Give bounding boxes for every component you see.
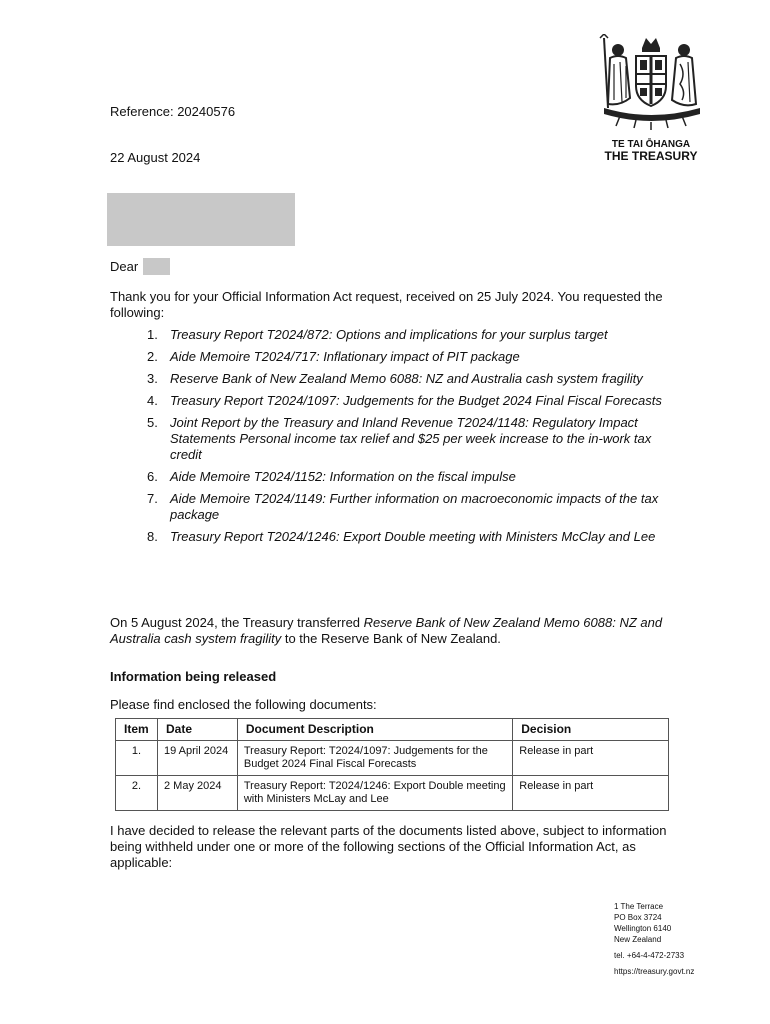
- footer-address: [614, 901, 694, 977]
- section-heading-release: Information being released: [110, 669, 277, 684]
- list-item: [110, 529, 670, 545]
- list-item-text: Treasury Report T2024/1097: Judgements for the Budget 2024 Final Fiscal Forecasts: [170, 393, 662, 408]
- list-item-number: 8.: [147, 529, 158, 544]
- list-item-text: Joint Report by the Treasury and Inland Revenue T2024/1148: Regulatory Impact Statements Personal income tax relief and $25 per week increase to the in-work tax credit: [170, 415, 652, 462]
- list-item-number: 1.: [147, 327, 158, 342]
- header-decision: Decision: [513, 719, 669, 741]
- table-header-row: [116, 719, 669, 741]
- list-item: [110, 349, 670, 365]
- salutation: [110, 258, 170, 275]
- cell-item: 2.: [116, 776, 158, 811]
- intro-paragraph: Thank you for your Official Information Act request, received on 25 July 2024. You requested the following:: [110, 289, 663, 320]
- table-row: [116, 776, 669, 811]
- list-item: [110, 415, 670, 463]
- header-date: Date: [157, 719, 237, 741]
- list-item-number: 2.: [147, 349, 158, 364]
- cell-date: 19 April 2024: [157, 741, 237, 776]
- reference-number: Reference: 20240576: [110, 104, 236, 119]
- transfer-paragraph: [110, 615, 670, 647]
- cell-description: Treasury Report: T2024/1246: Export Double meeting with Ministers McLay and Lee: [237, 776, 512, 811]
- list-item: [110, 469, 670, 485]
- list-item: [110, 393, 670, 409]
- cell-date: 2 May 2024: [157, 776, 237, 811]
- address-line: PO Box 3724: [614, 913, 662, 922]
- cell-item: 1.: [116, 741, 158, 776]
- list-item-number: 7.: [147, 491, 158, 506]
- list-item-text: Aide Memoire T2024/1149: Further information on macroeconomic impacts of the tax package: [170, 491, 659, 522]
- org-name-maori: TE TAI ŌHANGA: [611, 139, 691, 150]
- coat-of-arms-icon: [590, 34, 712, 130]
- cell-decision: Release in part: [513, 776, 669, 811]
- redacted-address-block: [107, 193, 295, 246]
- table-row: [116, 741, 669, 776]
- header-description: Document Description: [237, 719, 512, 741]
- enclosed-intro: Please find enclosed the following documents:: [110, 697, 377, 712]
- cell-description: Treasury Report: T2024/1097: Judgements for the Budget 2024 Final Fiscal Forecasts: [237, 741, 512, 776]
- address-line: Wellington 6140: [614, 924, 672, 933]
- address-line: New Zealand: [614, 935, 662, 944]
- list-item-text: Aide Memoire T2024/1152: Information on the fiscal impulse: [170, 469, 516, 484]
- header-item: Item: [116, 719, 158, 741]
- telephone: tel. +64-4-472-2733: [614, 951, 685, 960]
- list-item-text: Reserve Bank of New Zealand Memo 6088: NZ and Australia cash system fragility: [170, 371, 643, 386]
- list-item-text: Treasury Report T2024/1246: Export Double meeting with Ministers McClay and Lee: [170, 529, 656, 544]
- transfer-text-end: to the Reserve Bank of New Zealand.: [281, 631, 501, 646]
- list-item-text: Treasury Report T2024/872: Options and implications for your surplus target: [170, 327, 608, 342]
- list-item: [110, 491, 670, 523]
- letter-date: 22 August 2024: [110, 150, 201, 165]
- list-item-number: 5.: [147, 415, 158, 430]
- list-item: [110, 327, 670, 343]
- treasury-logo: [590, 34, 712, 163]
- list-item-number: 3.: [147, 371, 158, 386]
- documents-table: [115, 718, 669, 811]
- list-item: [110, 371, 670, 387]
- cell-decision: Release in part: [513, 741, 669, 776]
- transfer-text-start: On 5 August 2024, the Treasury transferred: [110, 615, 364, 630]
- list-item-text: Aide Memoire T2024/717: Inflationary impact of PIT package: [170, 349, 520, 364]
- decision-paragraph: I have decided to release the relevant parts of the documents listed above, subject to information being withheld under one or more of the following sections of the Official Information Act, as applicable:: [110, 823, 667, 870]
- org-name-english: THE TREASURY: [604, 149, 698, 163]
- transfer-document-title: Reserve Bank of New Zealand Memo 6088: NZ and Australia cash system fragility: [110, 615, 663, 646]
- salutation-text: Dear: [110, 259, 139, 274]
- request-list: [110, 327, 670, 551]
- address-line: 1 The Terrace: [614, 902, 664, 911]
- list-item-number: 6.: [147, 469, 158, 484]
- website-link[interactable]: https://treasury.govt.nz: [614, 967, 695, 976]
- redacted-name: [143, 258, 170, 275]
- list-item-number: 4.: [147, 393, 158, 408]
